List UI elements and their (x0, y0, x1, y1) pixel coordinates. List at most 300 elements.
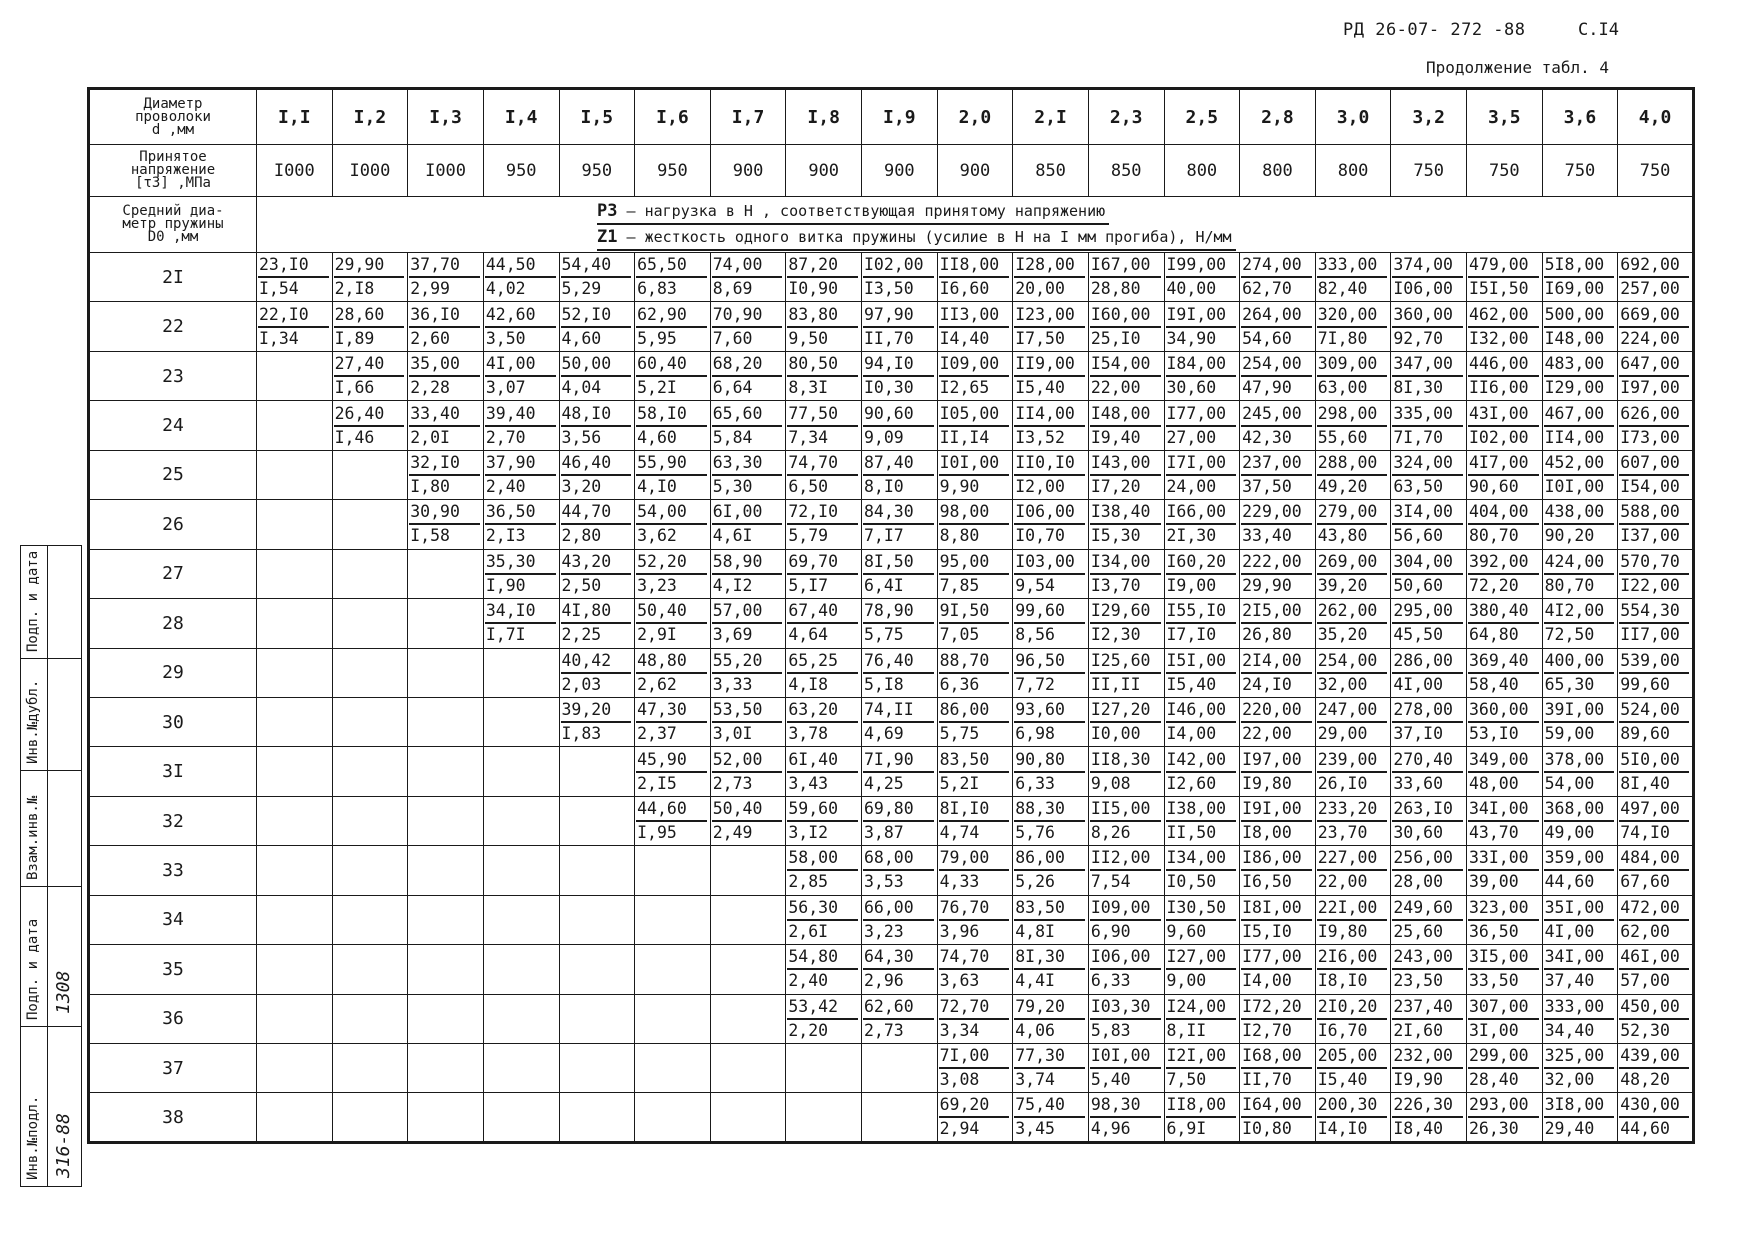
load-value: 400,00 (1544, 650, 1615, 674)
stamp-divider (21, 886, 81, 887)
stiffness-value: 23,50 (1393, 971, 1444, 991)
load-value: I60,00 (1090, 304, 1161, 328)
load-stiffness-cell (559, 302, 635, 351)
mean-diameter-cell: 28 (89, 599, 257, 648)
load-stiffness-cell (1315, 302, 1391, 351)
stiffness-value: 5,75 (939, 724, 980, 744)
table-row (89, 450, 1694, 499)
load-stiffness-cell (635, 351, 711, 400)
stiffness-value: 22,00 (1090, 378, 1141, 398)
load-stiffness-cell (786, 351, 862, 400)
load-value: I46,00 (1166, 699, 1237, 723)
load-value: 293,00 (1468, 1094, 1539, 1118)
load-stiffness-cell (1164, 253, 1240, 302)
approval-stamp-block (20, 545, 82, 1187)
stiffness-value: 5,95 (637, 328, 677, 348)
load-value: 237,40 (1392, 996, 1463, 1020)
load-value: 44,70 (561, 501, 632, 525)
load-stiffness-cell (862, 648, 938, 697)
stiffness-value: 30,60 (1393, 823, 1444, 843)
load-value: I72,20 (1241, 996, 1312, 1020)
stiffness-value: 3,20 (561, 476, 602, 496)
load-value: 45,90 (636, 749, 707, 773)
stress-label-line: напряжение (130, 162, 216, 178)
load-stiffness-cell (635, 253, 711, 302)
stress-label-line: [τ3] ,МПа (135, 175, 211, 191)
stiffness-value: II6,00 (1469, 378, 1529, 398)
load-value: I27,20 (1090, 699, 1161, 723)
load-value: I0I,00 (1090, 1045, 1161, 1069)
load-value: 6I,00 (712, 501, 783, 525)
load-value: 67,40 (787, 600, 858, 624)
stiffness-value: I69,00 (1544, 279, 1605, 299)
load-stiffness-cell (483, 253, 559, 302)
stiffness-value: 90,20 (1544, 526, 1595, 546)
load-stiffness-cell (1088, 747, 1164, 796)
load-stiffness-cell (1164, 599, 1240, 648)
load-stiffness-cell (1164, 846, 1240, 895)
load-stiffness-cell (1618, 253, 1694, 302)
load-stiffness-cell (1542, 697, 1618, 746)
stiffness-value: 3,69 (712, 625, 753, 645)
load-stiffness-cell (862, 500, 938, 549)
load-stiffness-cell (559, 697, 635, 746)
load-value: 392,00 (1468, 551, 1539, 575)
load-stiffness-cell (1618, 697, 1694, 746)
empty-cell (483, 945, 559, 994)
load-value: 9I,50 (939, 600, 1010, 624)
allowed-stress-cell: 800 (1164, 145, 1240, 197)
load-value: I77,00 (1241, 946, 1312, 970)
empty-cell (257, 945, 333, 994)
stiffness-value: I0,50 (1166, 872, 1217, 892)
load-stiffness-cell (1315, 1044, 1391, 1093)
empty-cell (257, 747, 333, 796)
stiffness-value: 2,37 (637, 724, 677, 744)
stiffness-value: 6,64 (712, 378, 753, 398)
load-value: 95,00 (939, 551, 1010, 575)
stiffness-value: 90,60 (1469, 476, 1519, 496)
empty-cell (257, 351, 333, 400)
stiffness-value: I3,70 (1090, 575, 1141, 595)
load-value: I99,00 (1166, 254, 1237, 278)
stiffness-value: 4,I8 (788, 674, 829, 694)
stiffness-value: 5,2I (939, 773, 980, 793)
load-value: 32,I0 (409, 452, 480, 476)
load-stiffness-cell (635, 796, 711, 845)
load-stiffness-cell (1240, 945, 1316, 994)
load-value: 23,I0 (258, 254, 329, 278)
allowed-stress-cell: 800 (1240, 145, 1316, 197)
stiffness-value: I2,70 (1242, 1020, 1292, 1040)
stiffness-value: 3,63 (939, 971, 980, 991)
stiffness-value: I7,50 (1015, 328, 1065, 348)
stiffness-value: 4,69 (864, 724, 904, 744)
load-stiffness-cell (710, 351, 786, 400)
empty-cell (408, 945, 484, 994)
load-value: 99,60 (1014, 600, 1085, 624)
load-value: 79,00 (939, 847, 1010, 871)
stiffness-value: I7,20 (1090, 476, 1141, 496)
load-stiffness-cell (710, 648, 786, 697)
load-stiffness-cell (1618, 648, 1694, 697)
load-value: I0I,00 (939, 452, 1010, 476)
stiffness-value: I5I,50 (1469, 279, 1529, 299)
load-value: 368,00 (1544, 798, 1615, 822)
stiffness-value: 5,76 (1015, 823, 1055, 843)
load-stiffness-cell (1391, 895, 1467, 944)
load-stiffness-cell (1542, 401, 1618, 450)
table-row (89, 302, 1694, 351)
stiffness-value: I4,00 (1242, 971, 1292, 991)
stiffness-value: 2,6I (788, 921, 829, 941)
stiffness-value: I,89 (334, 328, 375, 348)
stiffness-value: 2I,60 (1393, 1020, 1444, 1040)
load-stiffness-cell (1542, 351, 1618, 400)
stiffness-value: I9,80 (1242, 773, 1292, 793)
stiffness-value: I,83 (561, 724, 602, 744)
stiffness-value: 50,60 (1393, 575, 1444, 595)
load-value: II2,00 (1090, 847, 1161, 871)
load-stiffness-cell (937, 401, 1013, 450)
load-stiffness-cell (1315, 500, 1391, 549)
table-row (89, 549, 1694, 598)
mean-diameter-cell: 26 (89, 500, 257, 549)
load-stiffness-cell (1013, 747, 1089, 796)
load-stiffness-cell (862, 302, 938, 351)
load-stiffness-cell (1618, 846, 1694, 895)
empty-cell (710, 1044, 786, 1093)
load-value: I03,00 (1014, 551, 1085, 575)
load-value: I5I,00 (1166, 650, 1237, 674)
load-value: 249,60 (1392, 897, 1463, 921)
load-value: 78,90 (863, 600, 934, 624)
handwritten-inventory-number: 316-88 (53, 1112, 74, 1178)
load-stiffness-cell (483, 351, 559, 400)
load-value: 62,60 (863, 996, 934, 1020)
load-value: 497,00 (1619, 798, 1689, 822)
stiffness-value: II,70 (864, 328, 914, 348)
mean-diameter-cell: 34 (89, 895, 257, 944)
stiffness-value: 82,40 (1317, 279, 1368, 299)
load-stiffness-cell (710, 747, 786, 796)
load-stiffness-cell (1391, 1044, 1467, 1093)
load-value: II3,00 (939, 304, 1010, 328)
load-stiffness-cell (408, 401, 484, 450)
load-stiffness-cell (1013, 697, 1089, 746)
stiffness-value: 62,70 (1242, 279, 1292, 299)
mean-diameter-label-line: Средний диа- (122, 203, 224, 219)
load-stiffness-cell (1542, 302, 1618, 351)
load-stiffness-cell (786, 549, 862, 598)
stiffness-value: 2,20 (788, 1020, 829, 1040)
stiffness-value: 64,80 (1469, 625, 1519, 645)
stiffness-value: 28,80 (1090, 279, 1141, 299)
stiffness-value: II,50 (1166, 823, 1217, 843)
load-stiffness-cell (1315, 796, 1391, 845)
stiffness-value: 6,36 (939, 674, 980, 694)
stiffness-value: 6,83 (637, 279, 677, 299)
load-stiffness-cell (1391, 253, 1467, 302)
empty-cell (408, 648, 484, 697)
stiffness-value: 52,30 (1620, 1020, 1670, 1040)
stiffness-value: I,90 (485, 575, 526, 595)
load-value: 233,20 (1317, 798, 1388, 822)
stiffness-value: 43,80 (1317, 526, 1368, 546)
load-value: 36,I0 (409, 304, 480, 328)
mean-diameter-label-line: метр пружины (122, 216, 224, 232)
load-stiffness-cell (937, 1044, 1013, 1093)
load-value: 64,30 (863, 946, 934, 970)
load-value: 35,30 (485, 551, 556, 575)
load-value: 220,00 (1241, 699, 1312, 723)
load-value: II5,00 (1090, 798, 1161, 822)
empty-cell (483, 895, 559, 944)
load-value: 8I,30 (1014, 946, 1085, 970)
stiffness-value: 48,00 (1469, 773, 1519, 793)
stiffness-value: 6,9I (1166, 1119, 1207, 1139)
legend-load-description: – нагрузка в Н , соответствующая принятому напряжению (617, 201, 1106, 220)
load-value: 58,I0 (636, 403, 707, 427)
load-value: 404,00 (1468, 501, 1539, 525)
stiffness-value: 4,33 (939, 872, 980, 892)
document-code: РД 26-07- 272 -88 (1343, 20, 1526, 40)
stamp-label: Подп. и дата (25, 918, 41, 1020)
stiffness-value: 58,40 (1469, 674, 1519, 694)
load-stiffness-cell (862, 994, 938, 1043)
empty-cell (483, 1044, 559, 1093)
stiffness-value: 2,62 (637, 674, 677, 694)
load-value: 295,00 (1392, 600, 1463, 624)
load-value: 30,90 (409, 501, 480, 525)
load-stiffness-cell (1240, 549, 1316, 598)
stiffness-value: 43,70 (1469, 823, 1519, 843)
load-stiffness-cell (1013, 796, 1089, 845)
empty-cell (483, 697, 559, 746)
load-value: 483,00 (1544, 353, 1615, 377)
stiffness-value: 3I,00 (1469, 1020, 1519, 1040)
stiffness-value: 3,07 (485, 378, 526, 398)
empty-cell (635, 1093, 711, 1142)
stiffness-value: 3,53 (864, 872, 904, 892)
stiffness-value: 3,34 (939, 1020, 980, 1040)
stiffness-value: 9,08 (1090, 773, 1131, 793)
load-stiffness-cell (1542, 846, 1618, 895)
empty-cell (408, 796, 484, 845)
stiffness-value: 7I,80 (1317, 328, 1368, 348)
handwritten-signature: 1308 (53, 970, 74, 1014)
legend-load (597, 199, 1692, 225)
stiffness-value: 2,85 (788, 872, 829, 892)
load-value: I55,I0 (1166, 600, 1237, 624)
load-value: 333,00 (1544, 996, 1615, 1020)
empty-cell (710, 994, 786, 1043)
load-value: 5I0,00 (1619, 749, 1689, 773)
load-value: I66,00 (1166, 501, 1237, 525)
stiffness-value: 74,I0 (1620, 823, 1670, 843)
load-stiffness-cell (1467, 1093, 1543, 1142)
wire-diameter-cell: I,5 (559, 89, 635, 145)
load-stiffness-cell (1164, 648, 1240, 697)
load-value: 472,00 (1619, 897, 1689, 921)
allowed-stress-cell: 900 (786, 145, 862, 197)
stiffness-value: 49,00 (1544, 823, 1595, 843)
stiffness-value: 2,60 (410, 328, 450, 348)
load-value: 34I,00 (1544, 946, 1615, 970)
stiffness-value: 4,25 (864, 773, 904, 793)
load-stiffness-cell (1088, 599, 1164, 648)
load-stiffness-cell (786, 253, 862, 302)
load-value: 2I5,00 (1241, 600, 1312, 624)
empty-cell (559, 1044, 635, 1093)
load-stiffness-cell (937, 450, 1013, 499)
load-value: II8,00 (939, 254, 1010, 278)
stiffness-value: I73,00 (1620, 427, 1680, 447)
load-stiffness-cell (408, 253, 484, 302)
load-value: 320,00 (1317, 304, 1388, 328)
load-value: 84,30 (863, 501, 934, 525)
load-stiffness-cell (937, 945, 1013, 994)
stiffness-value: 26,80 (1242, 625, 1292, 645)
load-value: 43I,00 (1468, 403, 1539, 427)
load-stiffness-cell (483, 599, 559, 648)
load-value: I2I,00 (1166, 1045, 1237, 1069)
mean-diameter-cell: 33 (89, 846, 257, 895)
stiffness-value: 5,84 (712, 427, 753, 447)
load-value: 256,00 (1392, 847, 1463, 871)
stiffness-value: 99,60 (1620, 674, 1670, 694)
load-stiffness-cell (1315, 697, 1391, 746)
table-row (89, 599, 1694, 648)
stiffness-value: 39,00 (1469, 872, 1519, 892)
stiffness-value: 59,00 (1544, 724, 1595, 744)
load-stiffness-cell (1088, 302, 1164, 351)
load-stiffness-cell (483, 549, 559, 598)
load-stiffness-cell (1467, 648, 1543, 697)
load-value: 360,00 (1468, 699, 1539, 723)
wire-diameter-cell: 2,3 (1088, 89, 1164, 145)
load-stiffness-cell (786, 994, 862, 1043)
load-value: 4I,00 (485, 353, 556, 377)
load-value: 76,70 (939, 897, 1010, 921)
stiffness-value: I3,50 (864, 279, 914, 299)
stiffness-value: 8,56 (1015, 625, 1055, 645)
stiffness-value: II4,00 (1544, 427, 1605, 447)
load-stiffness-cell (710, 796, 786, 845)
stiffness-value: 3,23 (637, 575, 677, 595)
wire-diameter-cell: 2,5 (1164, 89, 1240, 145)
load-stiffness-cell (635, 401, 711, 450)
load-stiffness-cell (1618, 994, 1694, 1043)
load-stiffness-cell (1391, 1093, 1467, 1142)
stiffness-value: I,34 (259, 328, 299, 348)
wire-diameter-cell: 3,5 (1467, 89, 1543, 145)
load-value: 39I,00 (1544, 699, 1615, 723)
load-value: 37,90 (485, 452, 556, 476)
stiffness-value: I37,00 (1620, 526, 1680, 546)
mean-diameter-cell: 27 (89, 549, 257, 598)
load-stiffness-cell (1315, 253, 1391, 302)
stiffness-value: 9,60 (1166, 921, 1207, 941)
load-value: 2I0,20 (1317, 996, 1388, 1020)
stamp-label: Подп. и дата (25, 550, 41, 652)
stiffness-value: 72,50 (1544, 625, 1595, 645)
mean-diameter-cell: 35 (89, 945, 257, 994)
load-value: I84,00 (1166, 353, 1237, 377)
stiffness-value: I02,00 (1469, 427, 1529, 447)
stiffness-value: 2,40 (788, 971, 829, 991)
load-stiffness-cell (937, 697, 1013, 746)
stiffness-value: 22,00 (1317, 872, 1368, 892)
load-value: 68,20 (712, 353, 783, 377)
load-value: 438,00 (1544, 501, 1615, 525)
load-stiffness-cell (1467, 747, 1543, 796)
stiffness-value: 28,00 (1393, 872, 1444, 892)
load-stiffness-cell (937, 500, 1013, 549)
load-value: 98,00 (939, 501, 1010, 525)
load-value: 88,30 (1014, 798, 1085, 822)
mean-diameter-cell: 25 (89, 450, 257, 499)
load-value: I64,00 (1241, 1094, 1312, 1118)
load-value: 3I4,00 (1392, 501, 1463, 525)
stiffness-value: 37,50 (1242, 476, 1292, 496)
load-stiffness-cell (1618, 500, 1694, 549)
load-stiffness-cell (1542, 599, 1618, 648)
allowed-stress-cell: 900 (862, 145, 938, 197)
mean-diameter-cell: 38 (89, 1093, 257, 1142)
stamp-label: Инв.№подл. (25, 1095, 41, 1180)
stiffness-value: 9,09 (864, 427, 904, 447)
legend-row (89, 197, 1694, 253)
empty-cell (559, 945, 635, 994)
wire-diameter-cell: I,3 (408, 89, 484, 145)
load-stiffness-cell (786, 747, 862, 796)
load-stiffness-cell (710, 450, 786, 499)
load-value: 5I8,00 (1544, 254, 1615, 278)
stiffness-value: 2I,30 (1166, 526, 1217, 546)
load-stiffness-cell (1164, 895, 1240, 944)
load-value: 65,25 (787, 650, 858, 674)
load-value: 37,70 (409, 254, 480, 278)
stiffness-value: I9,40 (1090, 427, 1141, 447)
load-value: I05,00 (939, 403, 1010, 427)
empty-cell (635, 1044, 711, 1093)
stiffness-value: 3,23 (864, 921, 904, 941)
stiffness-value: 63,00 (1317, 378, 1368, 398)
load-stiffness-cell (1542, 450, 1618, 499)
load-value: I9I,00 (1241, 798, 1312, 822)
load-stiffness-cell (257, 253, 333, 302)
load-stiffness-cell (1240, 796, 1316, 845)
stiffness-value: 2,73 (712, 773, 753, 793)
empty-cell (483, 648, 559, 697)
stiffness-value: 44,60 (1620, 1119, 1670, 1139)
load-value: I02,00 (863, 254, 934, 278)
load-stiffness-cell (559, 648, 635, 697)
load-stiffness-cell (937, 846, 1013, 895)
load-value: I67,00 (1090, 254, 1161, 278)
empty-cell (257, 549, 333, 598)
empty-cell (559, 994, 635, 1043)
load-stiffness-cell (1315, 351, 1391, 400)
stiffness-value: 3,96 (939, 921, 980, 941)
allowed-stress-cell: 750 (1542, 145, 1618, 197)
load-value: 86,00 (939, 699, 1010, 723)
table-row (89, 747, 1694, 796)
stiffness-value: I6,60 (939, 279, 990, 299)
load-value: 484,00 (1619, 847, 1689, 871)
load-value: 270,40 (1392, 749, 1463, 773)
